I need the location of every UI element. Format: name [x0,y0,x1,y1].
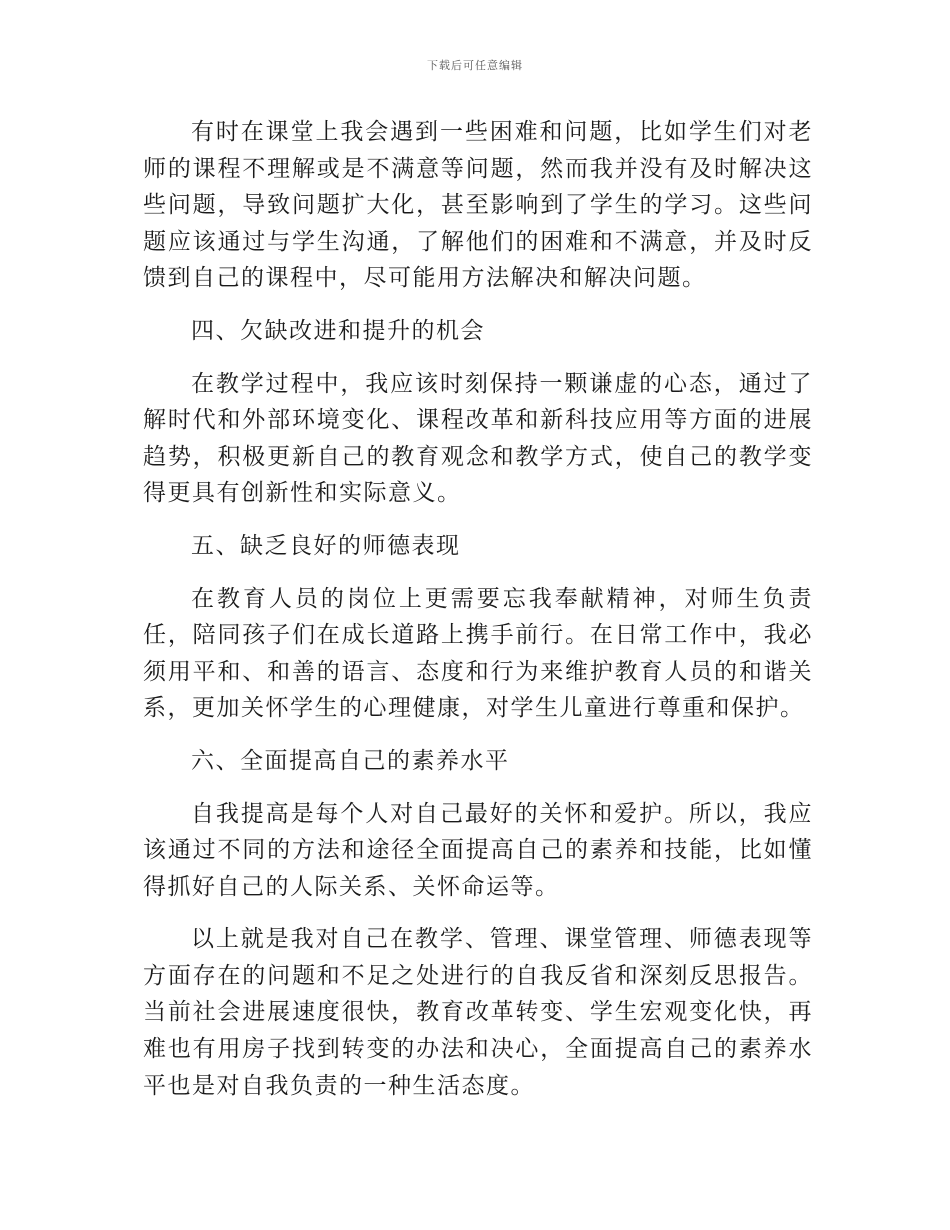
paragraph-classroom-problems: 有时在课堂上我会遇到一些困难和问题，比如学生们对老师的课程不理解或是不满意等问题，然而我并没有及时解决这些问题，导致问题扩大化，甚至影响到了学生的学习。这些问题应该通过与学生沟通，了解他们的困难和不满意，并及时反馈到自己的课程中，尽可能用方法解决和解决问题。 [143,119,813,292]
document-body [143,114,813,1120]
section-heading-6: 六、全面提高自己的素养水平 [191,747,510,774]
section-heading-5: 五、缺乏良好的师德表现 [191,532,461,559]
paragraph-improvement: 在教学过程中，我应该时刻保持一颗谦虚的心态，通过了解时代和外部环境变化、课程改革和新科技应用等方面的进展趋势，积极更新自己的教育观念和教学方式，使自己的教学变得更具有创新性和实际意义。 [143,370,813,507]
paragraph-self-improvement: 自我提高是每个人对自己最好的关怀和爱护。所以，我应该通过不同的方法和途径全面提高自己的素养和技能，比如懂得抓好自己的人际关系、关怀命运等。 [143,800,813,900]
paragraph-teacher-ethics: 在教育人员的岗位上更需要忘我奉献精神，对师生负责任，陪同孩子们在成长道路上携手前行。在日常工作中，我必须用平和、和善的语言、态度和行为来维护教育人员的和谐关系，更加关怀学生的心理健康，对学生儿童进行尊重和保护。 [143,585,813,722]
header-note: 下载后可任意编辑 [427,59,523,72]
section-heading-4: 四、欠缺改进和提升的机会 [191,317,485,344]
paragraph-conclusion: 以上就是我对自己在教学、管理、课堂管理、师德表现等方面存在的问题和不足之处进行的自我反省和深刻反思报告。当前社会进展速度很快，教育改革转变、学生宏观变化快，再难也有用房子找到转变的办法和决心，全面提高自己的素养水平也是对自我负责的一种生活态度。 [143,926,813,1099]
